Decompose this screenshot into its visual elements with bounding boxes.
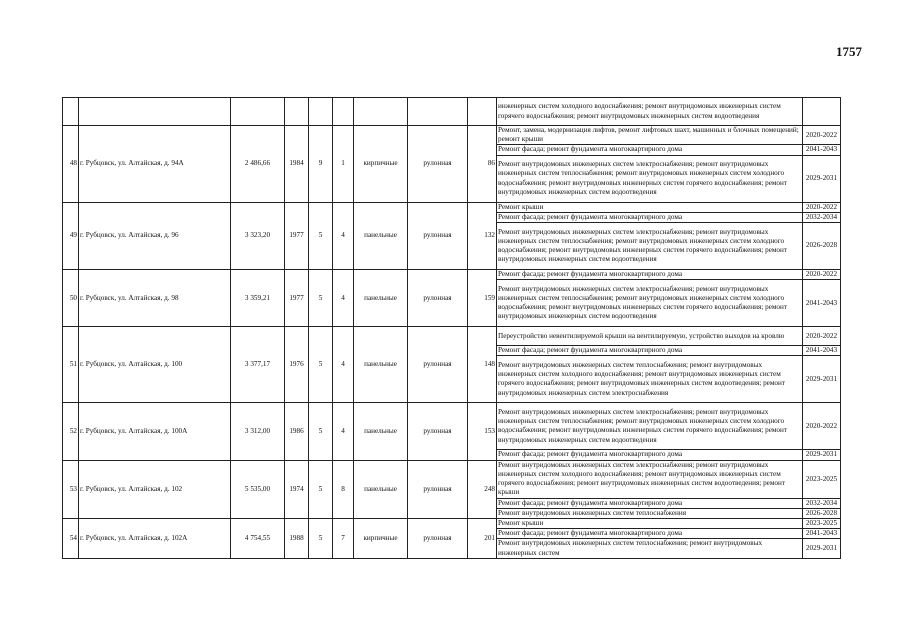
apartments-cell: 201 [468, 519, 497, 559]
year-built-cell: 1988 [285, 519, 309, 559]
row-number: 51 [63, 327, 79, 403]
work-period: 2020-2022 [803, 126, 841, 145]
work-period: 2023-2025 [803, 519, 841, 529]
address-cell: г. Рубцовск, ул. Алтайская, д. 94А [79, 126, 231, 203]
row-number: 52 [63, 403, 79, 460]
work-period: 2026-2028 [803, 508, 841, 518]
table-row [63, 98, 841, 126]
work-period: 2029-2031 [803, 356, 841, 403]
work-description: Ремонт фасада; ремонт фундамента многоквартирного дома [497, 212, 803, 222]
entrances-cell: 4 [333, 202, 354, 269]
area-cell: 3 359,21 [231, 270, 285, 327]
entrances-cell: 1 [333, 126, 354, 203]
year-built-cell: 1976 [285, 327, 309, 403]
floors-cell: 5 [309, 460, 333, 518]
work-description: инженерных систем холодного водоснабжения; ремонт внутридомовых инженерных систем горячего водоснабжения; ремонт внутридомовых инженерных систем водоотведения [497, 98, 803, 126]
row-number: 53 [63, 460, 79, 518]
table-row [63, 202, 841, 212]
floors-cell: 5 [309, 327, 333, 403]
cell-empty [408, 98, 468, 126]
work-description: Ремонт фасада; ремонт фундамента многоквартирного дома [497, 498, 803, 508]
area-cell: 3 312,00 [231, 403, 285, 460]
work-description: Ремонт, замена, модернизация лифтов, ремонт лифтовых шахт, машинных и блочных помещений; ремонт крыши [497, 126, 803, 145]
roof-type-cell: рулонная [408, 202, 468, 269]
cell-empty [63, 98, 79, 126]
cell-empty [79, 98, 231, 126]
floors-cell: 5 [309, 403, 333, 460]
work-description: Ремонт внутридомовых инженерных систем электроснабжения; ремонт внутридомовых инженерных систем теплоснабжения; ремонт внутридомовых инженерных систем холодного водоснабжения; ремонт внутридомовых инженерных систем горячего водоснабжения; ремонт внутридомовых инженерных систем водоотведения [497, 155, 803, 202]
work-description: Ремонт внутридомовых инженерных систем электроснабжения; ремонт внутридомовых инженерных систем холодного водоснабжения; ремонт внутридомовых инженерных систем горячего водоснабжения; ремонт внутридомовых инженерных систем водоотведения; ремонт крыши [497, 460, 803, 498]
year-built-cell: 1986 [285, 403, 309, 460]
cell-empty [468, 98, 497, 126]
row-number: 48 [63, 126, 79, 203]
area-cell: 3 323,20 [231, 202, 285, 269]
wall-material-cell: кирпичные [354, 519, 408, 559]
work-description: Ремонт внутридомовых инженерных систем электроснабжения; ремонт внутридомовых инженерных систем теплоснабжения; ремонт внутридомовых инженерных систем холодного водоснабжения; ремонт внутридомовых инженерных систем горячего водоснабжения; ремонт внутридомовых инженерных систем водоотведения [497, 280, 803, 327]
table-row [63, 403, 841, 450]
address-cell: г. Рубцовск, ул. Алтайская, д. 102 [79, 460, 231, 518]
work-period: 2029-2031 [803, 539, 841, 558]
entrances-cell: 4 [333, 403, 354, 460]
year-built-cell: 1974 [285, 460, 309, 518]
wall-material-cell: панельные [354, 403, 408, 460]
table-row [63, 460, 841, 498]
apartments-cell: 86 [468, 126, 497, 203]
work-period: 2020-2022 [803, 270, 841, 280]
address-cell: г. Рубцовск, ул. Алтайская, д. 102А [79, 519, 231, 559]
year-built-cell: 1977 [285, 270, 309, 327]
work-description: Переустройство невентилируемой крыши на вентилируемую, устройство выходов на кровлю [497, 327, 803, 346]
cell-empty [285, 98, 309, 126]
address-cell: г. Рубцовск, ул. Алтайская, д. 96 [79, 202, 231, 269]
table-row [63, 270, 841, 280]
work-period: 2032-2034 [803, 212, 841, 222]
work-period: 2032-2034 [803, 498, 841, 508]
work-description: Ремонт фасада; ремонт фундамента многоквартирного дома [497, 529, 803, 539]
work-period: 2041-2043 [803, 529, 841, 539]
cell-empty [803, 98, 841, 126]
wall-material-cell: кирпичные [354, 126, 408, 203]
work-description: Ремонт внутридомовых инженерных систем электроснабжения; ремонт внутридомовых инженерных систем теплоснабжения; ремонт внутридомовых инженерных систем холодного водоснабжения; ремонт внутридомовых инженерных систем горячего водоснабжения; ремонт внутридомовых инженерных систем водоотведения [497, 223, 803, 270]
work-description: Ремонт внутридомовых инженерных систем теплоснабжения; ремонт внутридомовых инженерных систем [497, 539, 803, 558]
floors-cell: 5 [309, 270, 333, 327]
work-period: 2041-2043 [803, 145, 841, 155]
area-cell: 2 486,66 [231, 126, 285, 203]
work-period: 2029-2031 [803, 155, 841, 202]
row-number: 49 [63, 202, 79, 269]
work-period: 2026-2028 [803, 223, 841, 270]
work-period: 2041-2043 [803, 280, 841, 327]
roof-type-cell: рулонная [408, 270, 468, 327]
row-number: 54 [63, 519, 79, 559]
registry-body [63, 98, 841, 559]
housing-registry-table [62, 97, 841, 559]
work-description: Ремонт внутридомовых инженерных систем электроснабжения; ремонт внутридомовых инженерных систем теплоснабжения; ремонт внутридомовых инженерных систем холодного водоснабжения; ремонт внутридомовых инженерных систем горячего водоснабжения; ремонт внутридомовых инженерных систем водоотведения [497, 403, 803, 450]
table-row [63, 327, 841, 346]
wall-material-cell: панельные [354, 327, 408, 403]
area-cell: 5 535,00 [231, 460, 285, 518]
address-cell: г. Рубцовск, ул. Алтайская, д. 100 [79, 327, 231, 403]
floors-cell: 5 [309, 519, 333, 559]
apartments-cell: 248 [468, 460, 497, 518]
cell-empty [231, 98, 285, 126]
cell-empty [333, 98, 354, 126]
entrances-cell: 4 [333, 327, 354, 403]
address-cell: г. Рубцовск, ул. Алтайская, д. 100А [79, 403, 231, 460]
roof-type-cell: рулонная [408, 327, 468, 403]
entrances-cell: 7 [333, 519, 354, 559]
page-number: 1757 [836, 44, 862, 59]
year-built-cell: 1984 [285, 126, 309, 203]
table-row [63, 519, 841, 529]
apartments-cell: 159 [468, 270, 497, 327]
work-period: 2020-2022 [803, 403, 841, 450]
roof-type-cell: рулонная [408, 403, 468, 460]
work-description: Ремонт фасада; ремонт фундамента многоквартирного дома [497, 270, 803, 280]
work-description: Ремонт крыши [497, 519, 803, 529]
work-period: 2041-2043 [803, 346, 841, 356]
wall-material-cell: панельные [354, 202, 408, 269]
work-description: Ремонт крыши [497, 202, 803, 212]
apartments-cell: 132 [468, 202, 497, 269]
cell-empty [309, 98, 333, 126]
entrances-cell: 8 [333, 460, 354, 518]
roof-type-cell: рулонная [408, 519, 468, 559]
year-built-cell: 1977 [285, 202, 309, 269]
apartments-cell: 153 [468, 403, 497, 460]
work-description: Ремонт фасада; ремонт фундамента многоквартирного дома [497, 346, 803, 356]
wall-material-cell: панельные [354, 270, 408, 327]
floors-cell: 5 [309, 202, 333, 269]
work-description: Ремонт внутридомовых инженерных систем теплоснабжения; ремонт внутридомовых инженерных систем холодного водоснабжения; ремонт внутридомовых инженерных систем горячего водоснабжения; ремонт внутридомовых инженерных систем водоотведения; ремонт внутридомовых инженерных систем электроснабжения [497, 356, 803, 403]
work-period: 2029-2031 [803, 450, 841, 460]
entrances-cell: 4 [333, 270, 354, 327]
row-number: 50 [63, 270, 79, 327]
apartments-cell: 148 [468, 327, 497, 403]
work-period: 2023-2025 [803, 460, 841, 498]
area-cell: 4 754,55 [231, 519, 285, 559]
address-cell: г. Рубцовск, ул. Алтайская, д. 98 [79, 270, 231, 327]
area-cell: 3 377,17 [231, 327, 285, 403]
cell-empty [354, 98, 408, 126]
roof-type-cell: рулонная [408, 126, 468, 203]
work-period: 2020-2022 [803, 202, 841, 212]
work-description: Ремонт внутридомовых инженерных систем теплоснабжения [497, 508, 803, 518]
wall-material-cell: панельные [354, 460, 408, 518]
roof-type-cell: рулонная [408, 460, 468, 518]
work-description: Ремонт фасада; ремонт фундамента многоквартирного дома [497, 450, 803, 460]
floors-cell: 9 [309, 126, 333, 203]
work-description: Ремонт фасада; ремонт фундамента многоквартирного дома [497, 145, 803, 155]
table-row [63, 126, 841, 145]
work-period: 2020-2022 [803, 327, 841, 346]
